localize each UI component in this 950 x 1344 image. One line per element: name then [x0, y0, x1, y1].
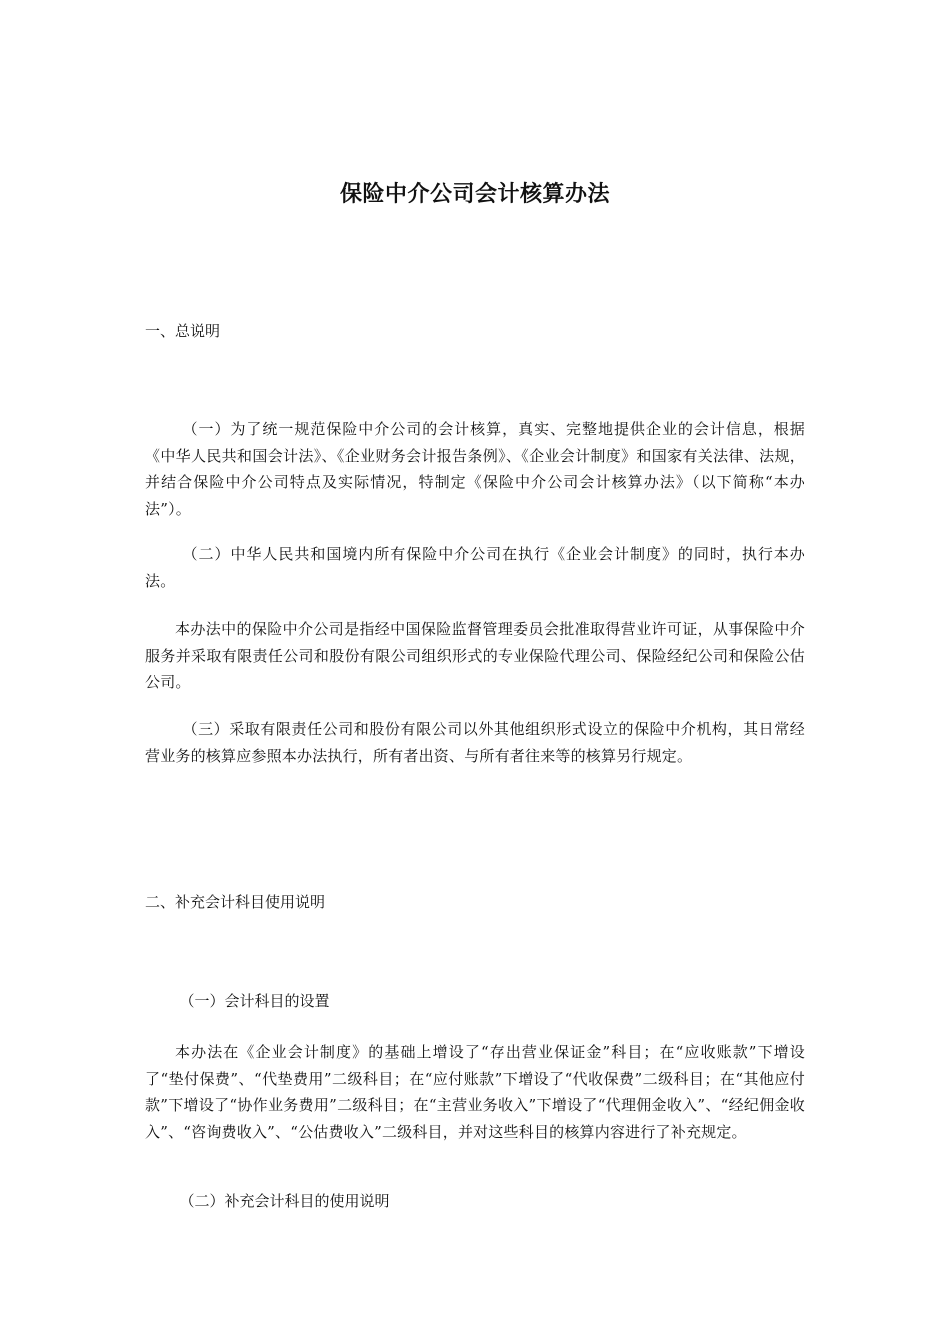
section-heading-accounts: 二、补充会计科目使用说明	[145, 893, 326, 911]
paragraph-scope: （二）中华人民共和国境内所有保险中介公司在执行《企业会计制度》的同时，执行本办法。	[145, 545, 805, 590]
paragraph-account-setup: 本办法在《企业会计制度》的基础上增设了“存出营业保证金”科目；在“应收账款”下增设了“垫付保费”、“代垫费用”二级科目；在“应付账款”下增设了“代收保费”二级科目；在“其他应付款”下增设了“协作业务费用”二级科目；在“主营业务收入”下增设了“代理佣金收入”、“经纪佣金收入”、“咨询费收入”、“公估费收入”二级科目，并对这些科目的核算内容进行了补充规定。	[145, 1043, 805, 1141]
subheading-account-usage: （二）补充会计科目的使用说明	[179, 1192, 390, 1210]
section-heading-general: 一、总说明	[145, 322, 221, 340]
document-title: 保险中介公司会计核算办法	[339, 181, 610, 207]
paragraph-definition: 本办法中的保险中介公司是指经中国保险监督管理委员会批准取得营业许可证，从事保险中介服务并采取有限责任公司和股份有限公司组织形式的专业保险代理公司、保险经纪公司和保险公估公司。	[145, 620, 805, 691]
paragraph-purpose: （一）为了统一规范保险中介公司的会计核算，真实、完整地提供企业的会计信息，根据《中华人民共和国会计法》、《企业财务会计报告条例》、《企业会计制度》和国家有关法律、法规，并结合保险中介公司特点及实际情况，特制定《保险中介公司会计核算办法》（以下简称“本办法”）。	[145, 420, 805, 518]
subheading-account-setup: （一）会计科目的设置	[179, 992, 330, 1010]
paragraph-other-forms: （三）采取有限责任公司和股份有限公司以外其他组织形式设立的保险中介机构，其日常经营业务的核算应参照本办法执行，所有者出资、与所有者往来等的核算另行规定。	[145, 720, 805, 765]
